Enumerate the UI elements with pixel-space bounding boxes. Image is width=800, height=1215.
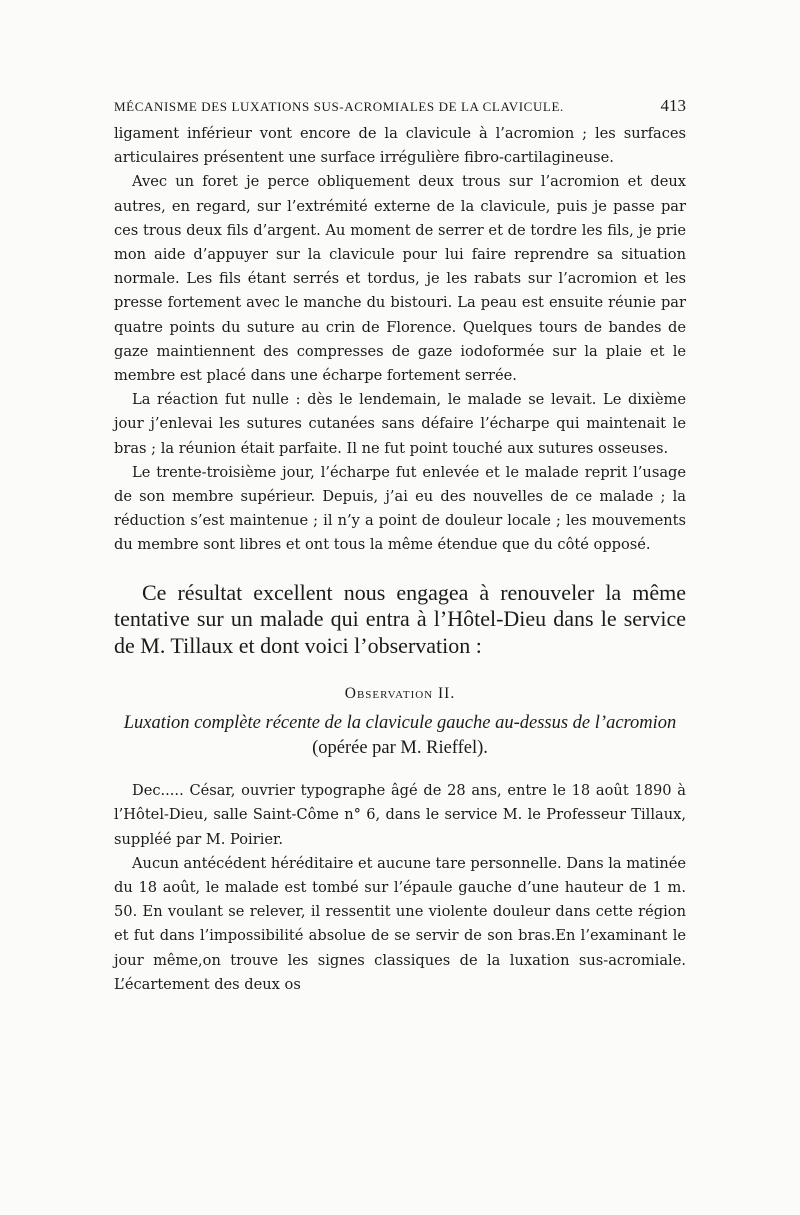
book-page: [114, 96, 686, 997]
observation-label: Observation: [344, 685, 434, 703]
running-header: [114, 96, 686, 122]
body-text: [114, 122, 686, 558]
observation-title-italic: Luxation complète récente de la clavicule gauche au-dessus de l’acromion: [123, 713, 677, 734]
page-number: 413: [660, 96, 686, 115]
paragraph-3: La réaction fut nulle : dès le lendemain, le malade se levait. Le dixième jour j’enlevai les sutures cutanées sans défaire l’écharpe qui maintenait le bras ; la réunion était parfaite. Il ne fut point touché aux sutures osseuses.: [114, 391, 686, 457]
observation-paragraph-2: Aucun antécédent héréditaire et aucune tare personnelle. Dans la matinée du 18 août, le malade est tombé sur l’épaule gauche d’une hauteur de 1 m. 50. En voulant se relever, il ressentit une violente douleur dans cette région et fut dans l’impossibilité absolue de se servir de son bras.En l’examinant le jour même,on trouve les signes classiques de la luxation sus-acromiale. L’écartement des deux os: [114, 854, 686, 993]
large-paragraph: Ce résultat excellent nous engagea à renouveler la même tentative sur un malade qui entra à l’Hôtel-Dieu dans le service de M. Tillaux et dont voici l’observation :: [114, 579, 686, 658]
paragraph-2: Avec un foret je perce obliquement deux trous sur l’acromion et deux autres, en regard, sur l’extrémité externe de la clavicule, puis je passe par ces trous deux fils d’argent. Au moment de serrer et de tordre les fils, je prie mon aide d’appuyer sur la clavicule pour lui faire reprendre sa situation normale. Les fils étant serrés et tordus, je les rabats sur l’acromion et les presse fortement avec le manche du bistouri. La peau est ensuite réunie par quatre points du suture au crin de Florence. Quelques tours de bandes de gaze maintiennent des compresses de gaze iodoformée sur la plaie et le membre est placé dans une écharpe fortement serrée.: [114, 173, 686, 385]
observation-paragraph-1: Dec..... César, ouvrier typographe âgé de 28 ans, entre le 18 août 1890 à l’Hôtel-Dieu, salle Saint-Côme n° 6, dans le service M. le Professeur Tillaux, suppléé par M. Poirier.: [114, 782, 686, 848]
paragraph-1: ligament inférieur vont encore de la clavicule à l’acromion ; les surfaces articulaires présentent une surface irrégulière fibro-cartilagineuse.: [114, 125, 686, 167]
observation-number: II.: [438, 685, 456, 703]
observation-text: [114, 779, 686, 997]
observation-title-suffix: (opérée par M. Rieffel).: [312, 738, 488, 759]
observation-title: [114, 711, 686, 761]
observation-heading: [114, 685, 686, 703]
running-title: MÉCANISME DES LUXATIONS SUS-ACROMIALES DE LA CLAVICULE.: [114, 99, 564, 114]
paragraph-4: Le trente-troisième jour, l’écharpe fut enlevée et le malade reprit l’usage de son membre supérieur. Depuis, j’ai eu des nouvelles de ce malade ; la réduction s’est maintenue ; il n’y a point de douleur locale ; les mouvements du membre sont libres et ont tous la même étendue que du côté opposé.: [114, 463, 686, 554]
